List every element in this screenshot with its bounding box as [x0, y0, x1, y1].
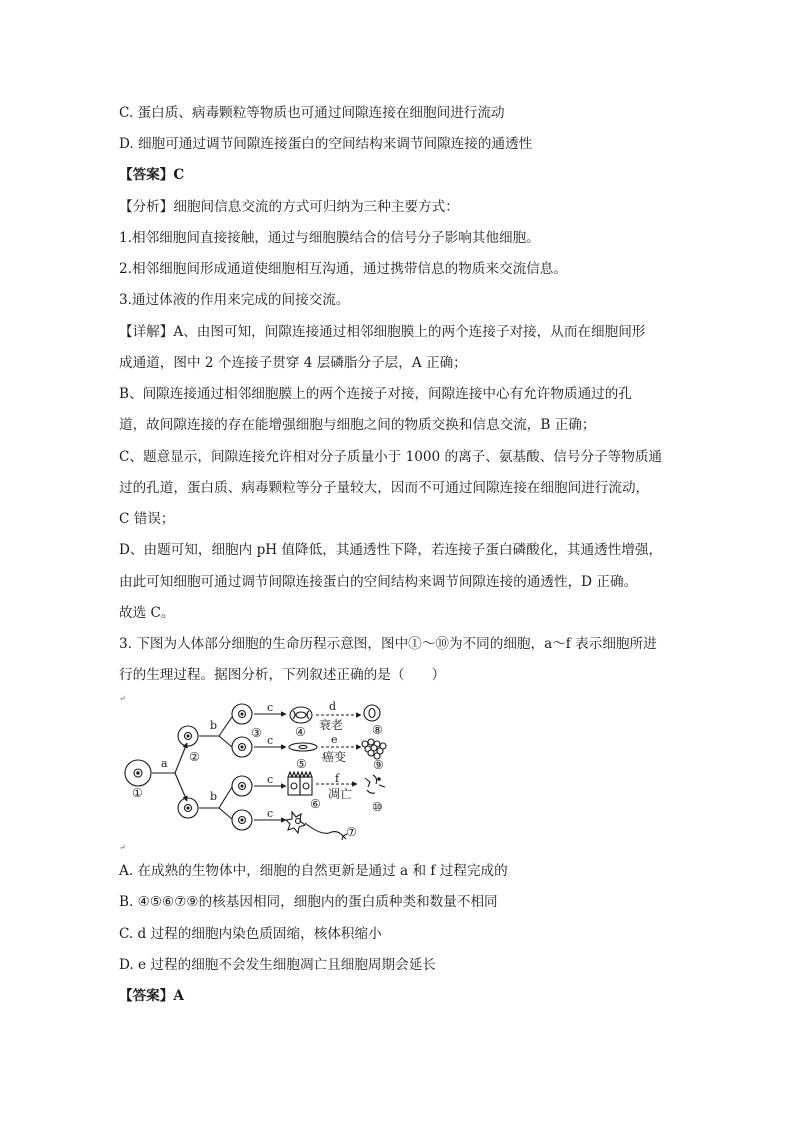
explanation-d-2: 由此可知细胞可通过调节间隙连接蛋白的空间结构来调节间隙连接的通透性，D 正确。 — [119, 574, 638, 590]
number-2: ② — [189, 750, 200, 764]
cell-4 — [290, 707, 312, 723]
cell-7 — [286, 812, 347, 840]
annotation-cancer: 癌变 — [322, 750, 347, 764]
cell-3 — [232, 737, 252, 757]
cell-lower-a — [232, 776, 252, 796]
number-1: ① — [132, 786, 143, 800]
explanation-c-1: C、题意显示，间隙连接允许相对分子质量小于 1000 的离子、氨基酸、信号分子等物质通 — [119, 449, 663, 465]
answer-prev: 【答案】C — [119, 167, 185, 183]
process-label-c-2: c — [267, 734, 274, 747]
number-4: ④ — [295, 725, 306, 739]
analysis-item-3: 3.通过体液的作用来完成的间接交流。 — [119, 292, 350, 308]
number-9: ⑨ — [373, 758, 384, 772]
process-label-b-1: b — [210, 719, 218, 732]
process-label-c-4: c — [267, 807, 274, 820]
explanation-d-1: D、由题可知，细胞内 pH 值降低，其通透性下降，若连接子蛋白磷酸化，其通透性增强， — [119, 542, 663, 558]
explanation-c-3: C 错误； — [119, 511, 175, 527]
question-3-line-1: 3. 下图为人体部分细胞的生命历程示意图，图中①～⑩为不同的细胞，a～f 表示细胞所进 — [119, 636, 657, 652]
explanation-a-2: 成通道，图中 2 个连接子贯穿 4 层磷脂分子层，A 正确； — [119, 355, 467, 371]
explanation-b-2: 道，故间隙连接的存在能增强细胞与细胞之间的物质交换和信息交流，B 正确； — [119, 417, 596, 433]
annotation-apoptosis: 凋亡 — [328, 787, 353, 801]
process-label-d: d — [329, 700, 337, 713]
cell-10 — [365, 775, 385, 793]
number-8: ⑧ — [372, 723, 383, 737]
branch-a-up — [175, 743, 187, 773]
process-label-b-2: b — [210, 790, 218, 803]
option-c-prev: C. 蛋白质、病毒颗粒等物质也可通过间隙连接在细胞间进行流动 — [119, 105, 505, 121]
process-label-c-1: c — [267, 701, 274, 714]
cell-9 — [362, 739, 386, 759]
cell-life-history-diagram — [115, 695, 405, 850]
number-7: ⑦ — [346, 825, 357, 839]
option-d-prev: D. 细胞可通过调节间隙连接蛋白的空间结构来调节间隙连接的通透性 — [119, 136, 533, 152]
number-3: ③ — [251, 726, 262, 740]
branch-a-down — [175, 773, 187, 801]
process-label-a: a — [161, 757, 168, 770]
number-5: ⑤ — [296, 757, 307, 771]
option-c: C. d 过程的细胞内染色质固缩，核体积缩小 — [119, 926, 382, 942]
process-label-c-3: c — [267, 773, 274, 786]
explanation-c-2: 过的孔道，蛋白质、病毒颗粒等分子量较大，因而不可通过间隙连接在细胞间进行流动， — [119, 480, 650, 496]
answer: 【答案】A — [119, 988, 184, 1004]
annotation-aging: 衰老 — [319, 718, 344, 732]
conclusion: 故选 C。 — [119, 605, 175, 621]
number-10: ⑩ — [372, 800, 383, 814]
explanation-b-1: B、间隙连接通过相邻细胞膜上的两个连接子对接，间隙连接中心有允许物质通过的孔 — [119, 386, 632, 402]
paragraph-marker-icon-2: ↵ — [119, 843, 126, 852]
process-label-f: f — [335, 772, 340, 785]
process-label-e: e — [331, 733, 338, 746]
cell-5 — [289, 743, 317, 751]
analysis-heading: 【分析】细胞间信息交流的方式可归纳为三种主要方式： — [119, 199, 459, 215]
analysis-item-2: 2.相邻细胞间形成通道使细胞相互沟通，通过携带信息的物质来交流信息。 — [119, 261, 567, 277]
number-6: ⑥ — [310, 797, 321, 811]
cell-6 — [288, 772, 312, 795]
option-a: A. 在成熟的生物体中，细胞的自然更新是通过 a 和 f 过程完成的 — [119, 863, 508, 879]
option-b: B. ④⑤⑥⑦⑨的核基因相同，细胞内的蛋白质种类和数量不相同 — [119, 894, 498, 910]
explanation-a-1: 【详解】A、由图可知，间隙连接通过相邻细胞膜上的两个连接子对接，从而在细胞间形 — [119, 324, 646, 340]
analysis-item-1: 1.相邻细胞间直接接触，通过与细胞膜结合的信号分子影响其他细胞。 — [119, 230, 540, 246]
cell-3-upper — [232, 704, 252, 724]
cell-2 — [178, 726, 198, 746]
cell-8 — [364, 705, 380, 721]
question-3-line-2: 行的生理过程。据图分析，下列叙述正确的是（ ） — [119, 667, 446, 683]
cell-lower-b — [232, 810, 252, 830]
cell-2-sibling — [178, 798, 198, 818]
paragraph-marker-icon: ↵ — [119, 694, 126, 703]
option-d: D. e 过程的细胞不会发生细胞凋亡且细胞周期会延长 — [119, 957, 436, 973]
cell-1 — [125, 760, 151, 786]
